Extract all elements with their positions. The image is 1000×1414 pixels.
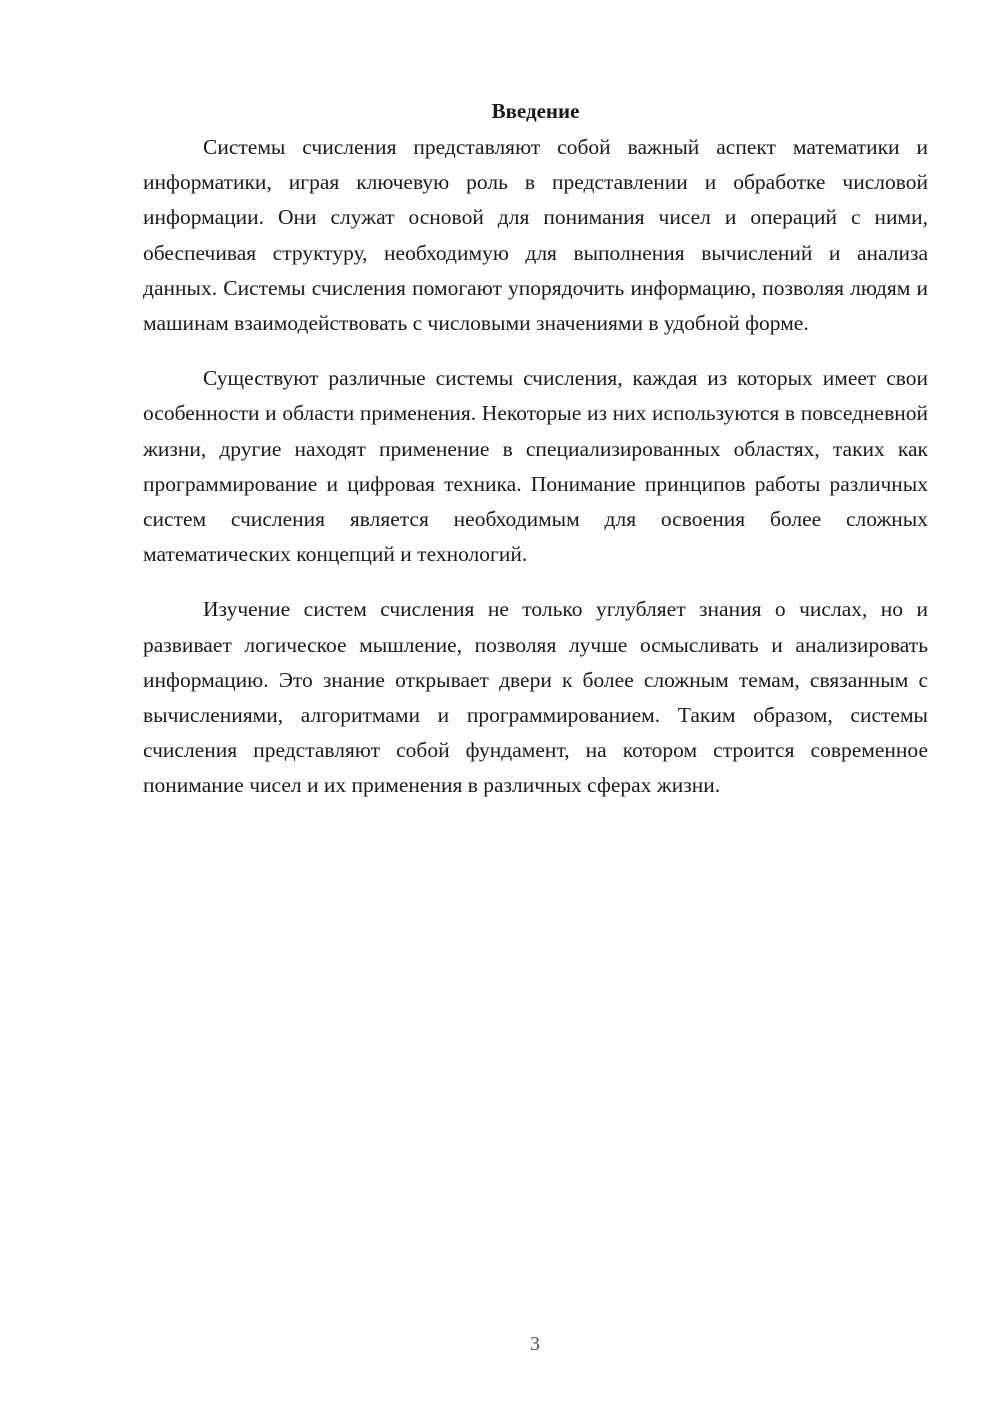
page-content <box>143 96 928 824</box>
paragraph-1: Системы счисления представляют собой важный аспект математики и информатики, играя ключевую роль в представлении и обработке числовой информации. Они служат основой для понимания чисел и операций с ними, обеспечивая структуру, необходимую для выполнения вычислений и анализа данных. Системы счисления помогают упорядочить информацию, позволяя людям и машинам взаимодействовать с числовыми значениями в удобной форме. <box>143 135 928 336</box>
paragraph-2: Существуют различные системы счисления, каждая из которых имеет свои особенности и области применения. Некоторые из них используются в повседневной жизни, другие находят применение в специализированных областях, таких как программирование и цифровая техника. Понимание принципов работы различных систем счисления является необходимым для освоения более сложных математических концепций и технологий. <box>143 366 928 567</box>
page-number: 3 <box>530 1333 540 1355</box>
section-heading: Введение <box>491 99 580 123</box>
paragraph-3: Изучение систем счисления не только углубляет знания о числах, но и развивает логическое мышление, позволяя лучше осмысливать и анализировать информацию. Это знание открывает двери к более сложным темам, связанным с вычислениями, алгоритмами и программированием. Таким образом, системы счисления представляют собой фундамент, на котором строится современное понимание чисел и их применения в различных сферах жизни. <box>143 597 928 798</box>
